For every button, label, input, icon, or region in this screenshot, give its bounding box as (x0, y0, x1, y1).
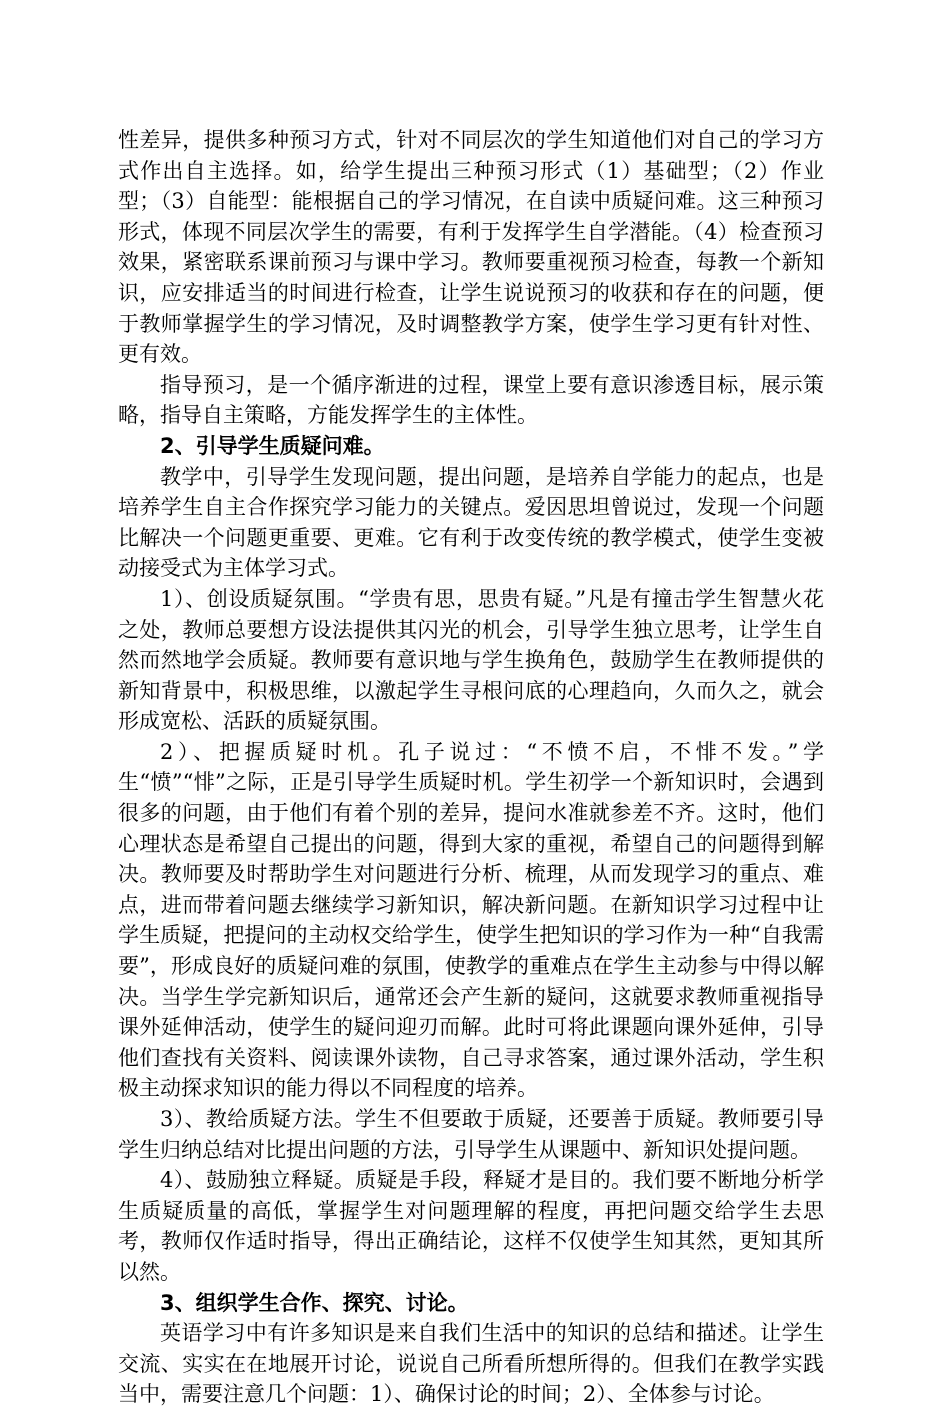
paragraph-preview-methods: 性差异，提供多种预习方式，针对不同层次的学生知道他们对自己的学习方式作出自主选择。如，给学生提出三种预习形式（1）基础型；（2）作业型；（3）自能型：能根据自己的学习情况，在自读中质疑问难。这三种预习形式，体现不同层次学生的需要，有利于发挥学生自学潜能。（4）检查预习效果，紧密联系课前预习与课中学习。教师要重视预习检查，每教一个新知识，应安排适当的时间进行检查，让学生说说预习的收获和存在的问题，便于教师掌握学生的学习情况，及时调整教学方案，使学生学习更有针对性、更有效。 (118, 128, 824, 367)
section-heading-3: 3、组织学生合作、探究、讨论。 (160, 1290, 469, 1315)
subpoint-3: 3）、教给质疑方法。学生不但要敢于质疑，还要善于质疑。教师要引导学生归纳总结对比提出问题的方法，引导学生从课题中、新知识处提问题。 (118, 1107, 824, 1162)
document-body (118, 125, 824, 1410)
subpoint-2: 2）、把握质疑时机。孔子说过：“不愤不启，不悱不发。”学生“愤”“悱”之际，正是引导学生质疑时机。学生初学一个新知识时，会遇到很多的问题，由于他们有着个别的差异，提问水准就参差不齐。这时，他们心理状态是希望自己提出的问题，得到大家的重视，希望自己的问题得到解决。教师要及时帮助学生对问题进行分析、梳理，从而发现学习的重点、难点，进而带着问题去继续学习新知识，解决新问题。在新知识学习过程中让学生质疑，把提问的主动权交给学生，使学生把知识的学习作为一种“自我需要”，形成良好的质疑问难的氛围，使教学的重难点在学生主动参与中得以解决。当学生学完新知识后，通常还会产生新的疑问，这就要求教师重视指导课外延伸活动，使学生的疑问迎刃而解。此时可将此课题向课外延伸，引导他们查找有关资料、阅读课外读物，自己寻求答案，通过课外活动，学生积极主动探求知识的能力得以不同程度的培养。 (118, 739, 824, 1101)
paragraph-questioning-intro: 教学中，引导学生发现问题，提出问题，是培养自学能力的起点，也是培养学生自主合作探究学习能力的关键点。爱因思坦曾说过，发现一个问题比解决一个问题更重要、更难。它有利于改变传统的教学模式，使学生变被动接受式为主体学习式。 (118, 464, 824, 581)
subpoint-4: 4）、鼓励独立释疑。质疑是手段，释疑才是目的。我们要不断地分析学生质疑质量的高低，掌握学生对问题理解的程度，再把问题交给学生去思考，教师仅作适时指导，得出正确结论，这样不仅使学生知其然，更知其所以然。 (118, 1168, 824, 1284)
subpoint-1: 1）、创设质疑氛围。“学贵有思，思贵有疑。”凡是有撞击学生智慧火花之处，教师总要想方设法提供其闪光的机会，引导学生独立思考，让学生自然而然地学会质疑。教师要有意识地与学生换角色，鼓励学生在教师提供的新知背景中，积极思维，以激起学生寻根问底的心理趋向，久而久之，就会形成宽松、活跃的质疑氛围。 (118, 586, 824, 734)
paragraph-guide-preview: 指导预习，是一个循序渐进的过程，课堂上要有意识渗透目标，展示策略，指导自主策略，方能发挥学生的主体性。 (118, 372, 824, 428)
section-heading-2: 2、引导学生质疑问难。 (160, 433, 385, 458)
paragraph-discussion: 英语学习中有许多知识是来自我们生活中的知识的总结和描述。让学生交流、实实在在地展开讨论，说说自己所看所想所得的。但我们在教学实践当中，需要注意几个问题：1）、确保讨论的时间；2）、全体参与讨论。 (118, 1321, 824, 1407)
